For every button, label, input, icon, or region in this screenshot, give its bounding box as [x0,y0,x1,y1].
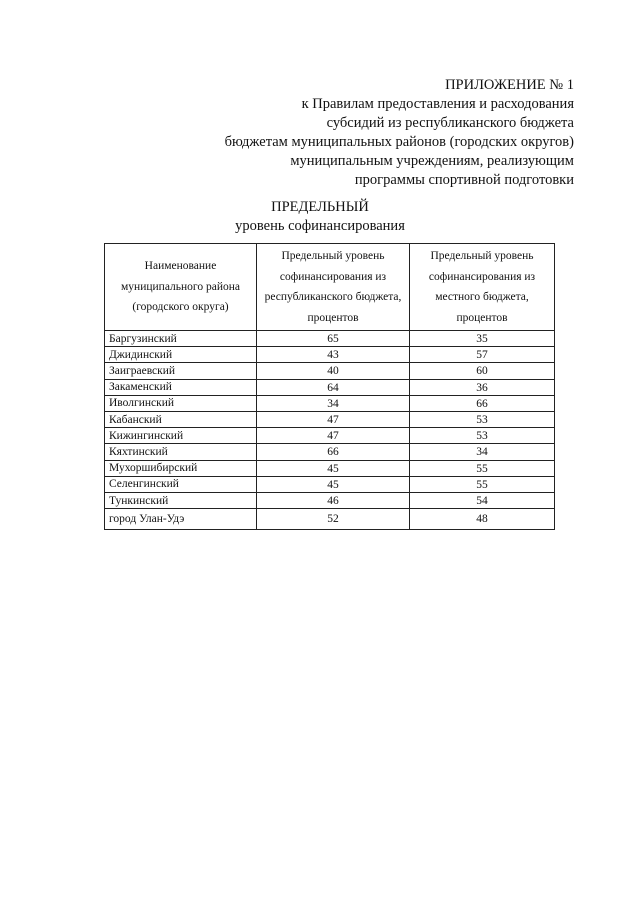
local-percent: 54 [410,493,555,509]
table-row [105,412,555,428]
republic-percent: 65 [257,331,410,347]
district-name: Тункинский [105,493,257,509]
district-name: город Улан-Удэ [105,509,257,530]
republic-percent: 64 [257,379,410,395]
district-name: Иволгинский [105,395,257,411]
republic-percent: 52 [257,509,410,530]
column-header-local-budget: Предельный уровень софинансирования из местного бюджета, процентов [410,244,555,331]
local-percent: 35 [410,331,555,347]
appendix-line: программы спортивной подготовки [354,172,574,188]
local-percent: 55 [410,460,555,476]
district-name: Кяхтинский [105,444,257,460]
local-percent: 66 [410,395,555,411]
republic-percent: 34 [257,395,410,411]
table-row [105,363,555,379]
local-percent: 53 [410,412,555,428]
column-header-republic-budget: Предельный уровень софинансирования из республиканского бюджета, процентов [257,244,410,331]
appendix-line: муниципальным учреждениям, реализующим [290,153,574,169]
republic-percent: 46 [257,493,410,509]
table-row [105,428,555,444]
table-row [105,395,555,411]
district-name: Джидинский [105,347,257,363]
appendix-line: к Правилам предоставления и расходования [301,96,574,112]
district-name: Кабанский [105,412,257,428]
republic-percent: 47 [257,428,410,444]
local-percent: 60 [410,363,555,379]
local-percent: 57 [410,347,555,363]
district-name: Мухоршибирский [105,460,257,476]
local-percent: 36 [410,379,555,395]
district-name: Кижингинский [105,428,257,444]
republic-percent: 40 [257,363,410,379]
appendix-header [134,76,574,190]
republic-percent: 66 [257,444,410,460]
republic-percent: 45 [257,476,410,492]
local-percent: 48 [410,509,555,530]
table-row [105,509,555,530]
appendix-line: субсидий из республиканского бюджета [326,115,574,131]
local-percent: 34 [410,444,555,460]
appendix-line: бюджетам муниципальных районов (городских округов) [224,134,574,150]
table-header-row [105,244,555,331]
table-row [105,331,555,347]
republic-percent: 47 [257,412,410,428]
title-main: ПРЕДЕЛЬНЫЙ [271,199,369,215]
table-row [105,460,555,476]
republic-percent: 45 [257,460,410,476]
table-row [105,444,555,460]
republic-percent: 43 [257,347,410,363]
column-header-district: Наименование муниципального района (городского округа) [105,244,257,331]
title-subtitle: уровень софинансирования [235,218,405,234]
local-percent: 55 [410,476,555,492]
local-percent: 53 [410,428,555,444]
district-name: Заиграевский [105,363,257,379]
cofinancing-table [104,243,555,530]
appendix-number: ПРИЛОЖЕНИЕ № 1 [445,77,574,93]
table-row [105,347,555,363]
table-row [105,476,555,492]
table-row [105,493,555,509]
table-row [105,379,555,395]
district-name: Баргузинский [105,331,257,347]
document-title [0,198,640,236]
district-name: Селенгинский [105,476,257,492]
district-name: Закаменский [105,379,257,395]
